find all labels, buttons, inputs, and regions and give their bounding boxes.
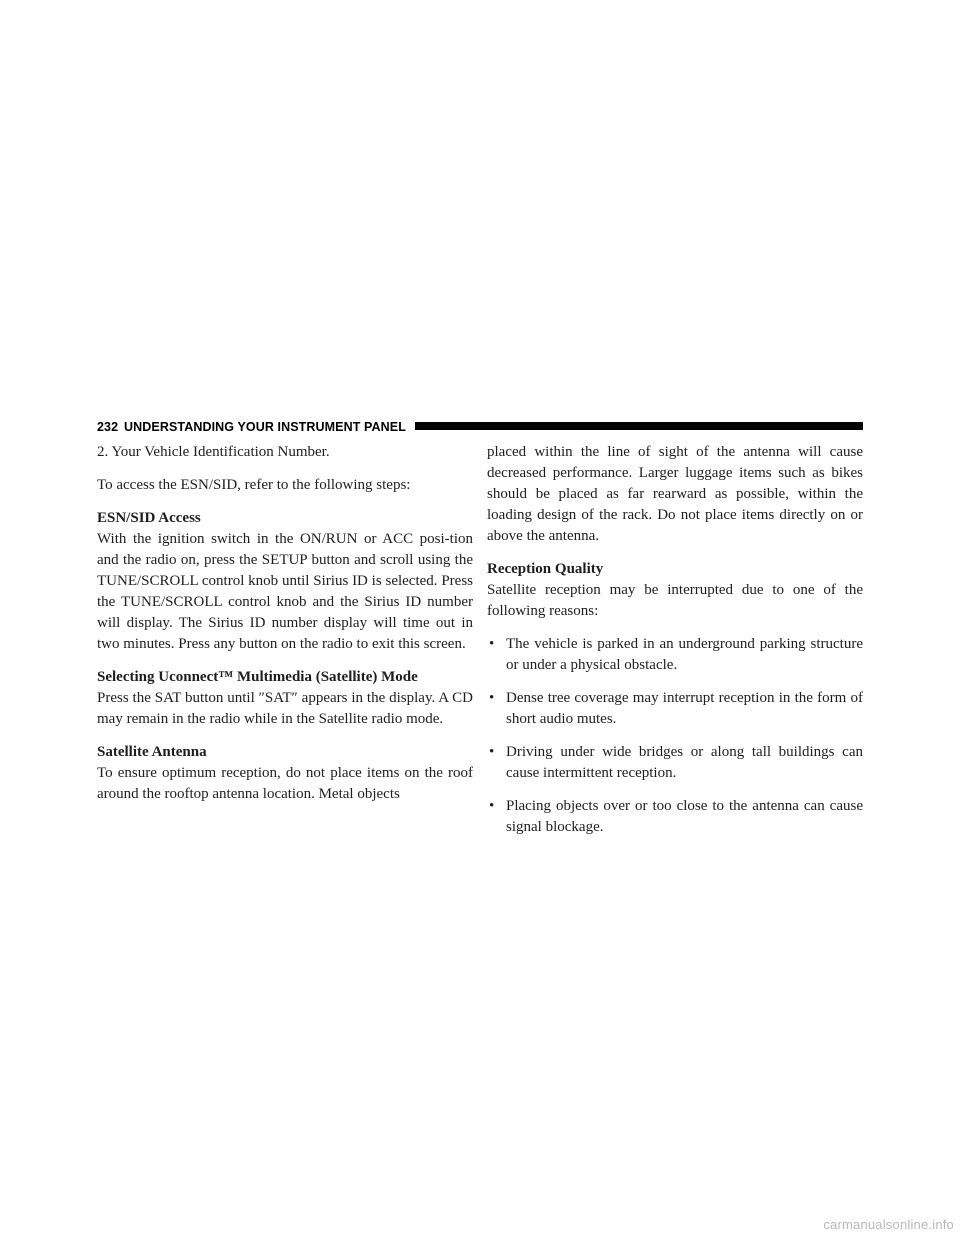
access-intro: To access the ESN/SID, refer to the following steps: — [97, 477, 411, 493]
watermark-text: carmanualsonline.info — [823, 1217, 954, 1232]
list-item-text: The vehicle is parked in an underground parking structure or under a physical obstacle. — [506, 636, 863, 673]
list-item — [487, 688, 863, 730]
satellite-antenna-body: To ensure optimum reception, do not place items on the roof around the rooftop antenna location. Metal objects — [97, 765, 473, 802]
list-item — [487, 634, 863, 676]
page-number: 232 — [97, 420, 119, 434]
bullet-icon: • — [489, 744, 495, 760]
esn-sid-heading: ESN/SID Access — [97, 510, 201, 526]
section-title: UNDERSTANDING YOUR INSTRUMENT PANEL — [124, 420, 406, 434]
reception-quality-heading: Reception Quality — [487, 561, 604, 577]
header-rule — [415, 422, 863, 430]
right-column — [487, 442, 863, 850]
vin-item: 2. Your Vehicle Identification Number. — [97, 444, 330, 460]
left-column — [97, 442, 473, 805]
list-item — [487, 796, 863, 838]
page-header — [97, 418, 863, 436]
bullet-icon: • — [489, 636, 495, 652]
bullet-icon: • — [489, 690, 495, 706]
satellite-antenna-heading: Satellite Antenna — [97, 744, 207, 760]
bullet-icon: • — [489, 798, 495, 814]
list-item-text: Placing objects over or too close to the antenna can cause signal blockage. — [506, 798, 863, 835]
antenna-body-continued: placed within the line of sight of the antenna will cause decreased performance. Larger luggage items such as bikes should be placed as far rearward as possible, within the loading design of the rack. Do not place items directly on or above the antenna. — [487, 444, 863, 544]
satellite-mode-heading: Selecting Uconnect™ Multimedia (Satellite) Mode — [97, 669, 418, 685]
list-item-text: Dense tree coverage may interrupt reception in the form of short audio mutes. — [506, 690, 863, 727]
reception-bullet-list — [487, 634, 863, 838]
satellite-mode-body: Press the SAT button until ″SAT″ appears in the display. A CD may remain in the radio while in the Satellite radio mode. — [97, 690, 473, 727]
esn-sid-body: With the ignition switch in the ON/RUN or ACC posi-tion and the radio on, press the SETUP button and scroll using the TUNE/SCROLL control knob until Sirius ID is selected. Press the TUNE/SCROLL control knob and the Sirius ID number will display. The Sirius ID number display will time out in two minutes. Press any button on the radio to exit this screen. — [97, 531, 473, 652]
list-item — [487, 742, 863, 784]
list-item-text: Driving under wide bridges or along tall buildings can cause intermittent reception. — [506, 744, 863, 781]
reception-quality-body: Satellite reception may be interrupted due to one of the following reasons: — [487, 582, 863, 619]
